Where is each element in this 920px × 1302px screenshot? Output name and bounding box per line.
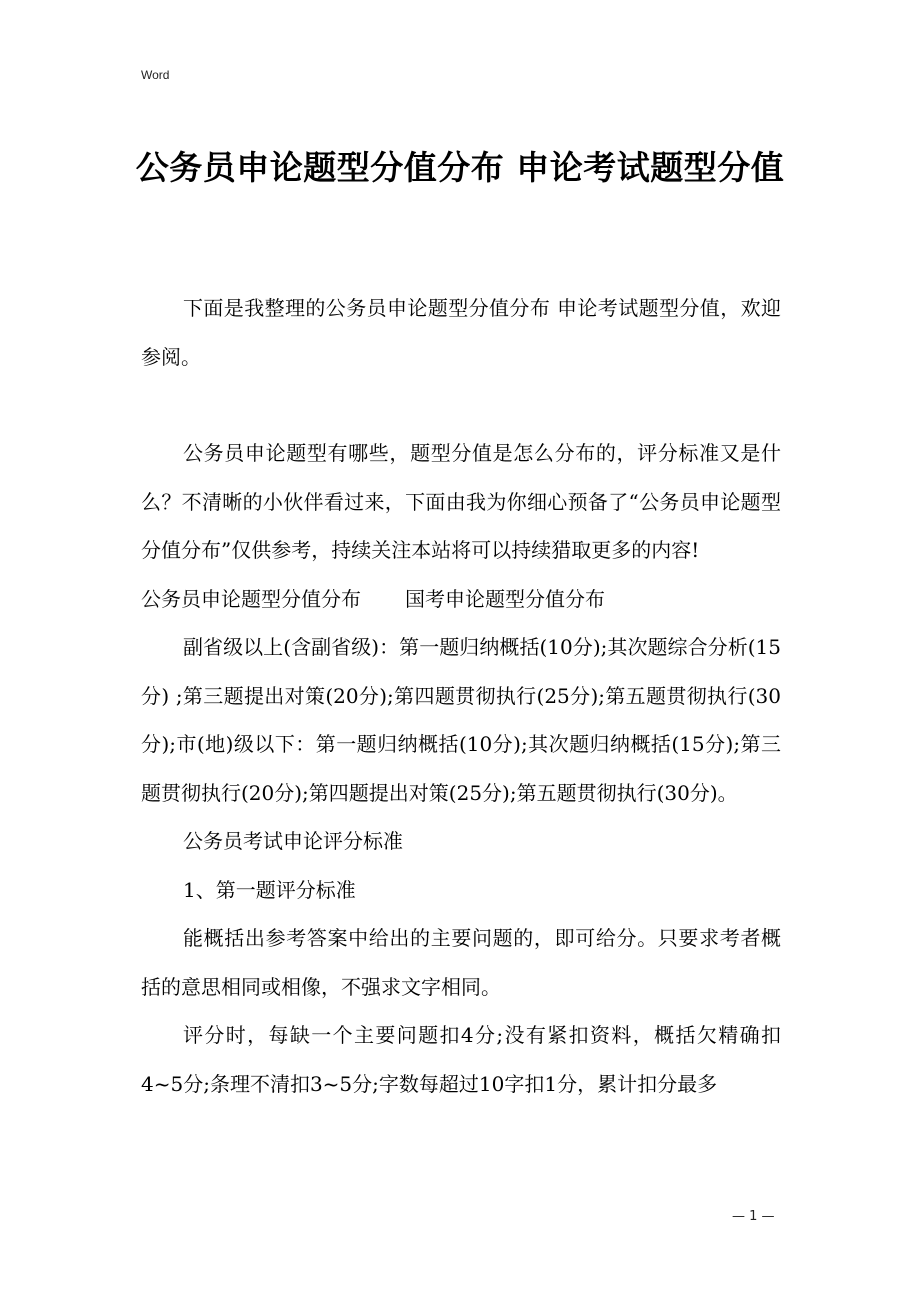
- subheading-left: 公务员申论题型分值分布: [141, 586, 361, 611]
- paragraph-score-distribution: 副省级以上(含副省级)：第一题归纳概括(10分);其次题综合分析(15分) ;第三题提出对策(20分);第四题贯彻执行(25分);第五题贯彻执行(30分);市(地)级以下：第一题归纳概括(10分);其次题归纳概括(15分);第三题贯彻执行(20分);第四题提出对策(25分);第五题贯彻执行(30分)。: [141, 635, 781, 805]
- page-number: — 1 —: [732, 1209, 775, 1224]
- section-heading: 公务员考试申论评分标准: [183, 829, 403, 853]
- paragraph-deductions: 评分时，每缺一个主要问题扣4分;没有紧扣资料，概括欠精确扣4~5分;条理不清扣3~5分;字数每超过10字扣1分，累计扣分最多: [141, 1023, 781, 1096]
- intro-paragraph: 下面是我整理的公务员申论题型分值分布 申论考试题型分值，欢迎参阅。: [141, 296, 781, 369]
- paragraph-gap: [141, 381, 781, 429]
- item-heading: 1、第一题评分标准: [183, 877, 356, 902]
- document-body: [141, 284, 781, 1108]
- header-label: Word: [141, 68, 170, 82]
- document-title: 公务员申论题型分值分布 申论考试题型分值: [135, 148, 785, 187]
- subheading-line: [141, 575, 781, 624]
- paragraph-criteria: 能概括出参考答案中给出的主要问题的，即可给分。只要求考者概括的意思相同或相像，不强求文字相同。: [141, 926, 781, 999]
- paragraph-question-types: 公务员申论题型有哪些，题型分值是怎么分布的，评分标准又是什么？不清晰的小伙伴看过来，下面由我为你细心预备了“公务员申论题型分值分布”仅供参考，持续关注本站将可以持续猎取更多的内容!: [141, 441, 781, 562]
- subheading-right: 国考申论题型分值分布: [405, 586, 605, 611]
